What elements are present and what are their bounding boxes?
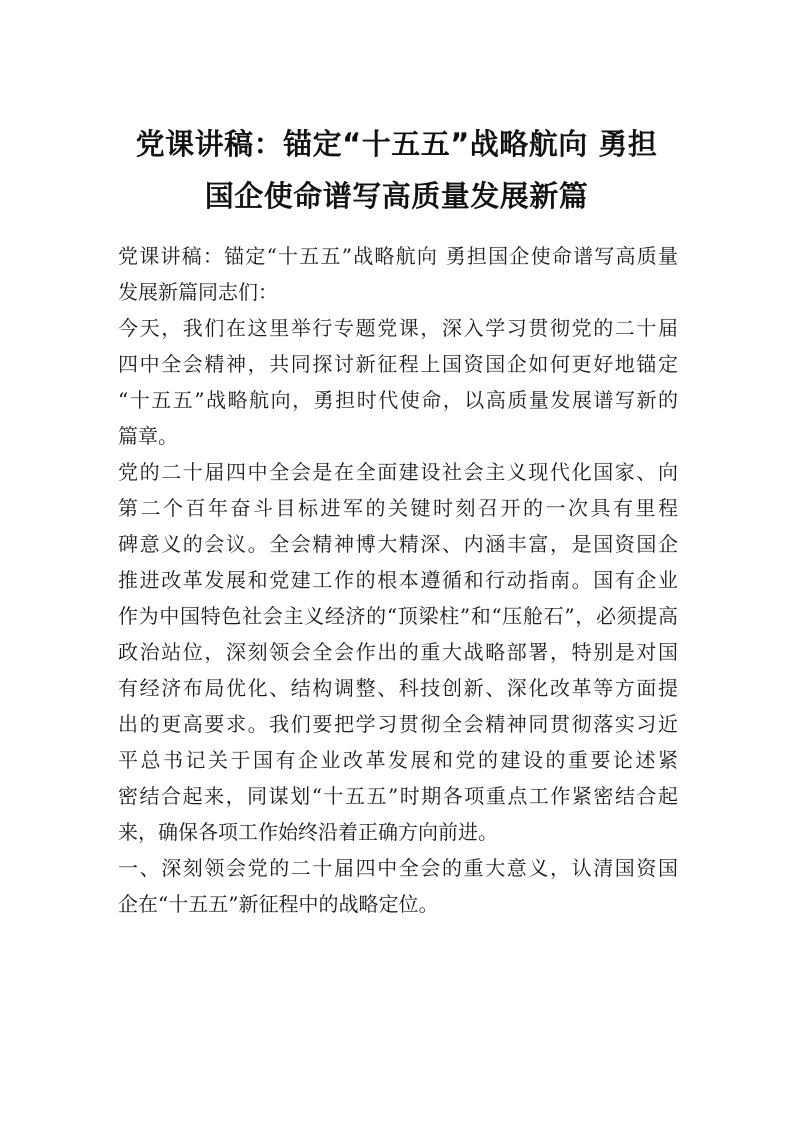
document-title bbox=[110, 118, 683, 222]
body-line: 党课讲稿：锚定“十五五”战略航向 勇担国企使命谱写高质量 bbox=[118, 244, 678, 268]
body-line: 来，确保各项工作始终沿着正确方向前进。 bbox=[118, 820, 498, 844]
body-line: 党的二十届四中全会是在全面建设社会主义现代化国家、向 bbox=[118, 460, 678, 484]
body-line: 作为中国特色社会主义经济的“顶梁柱”和“压舱石”，必须提高 bbox=[118, 604, 678, 628]
body-line: 第二个百年奋斗目标进军的关键时刻召开的一次具有里程 bbox=[118, 496, 678, 520]
body-line: 出的更高要求。我们要把学习贯彻全会精神同贯彻落实习近 bbox=[118, 712, 678, 736]
body-line: 推进改革发展和党建工作的根本遵循和行动指南。国有企业 bbox=[118, 568, 678, 592]
body-line: 碑意义的会议。全会精神博大精深、内涵丰富，是国资国企 bbox=[118, 532, 678, 556]
body-line: 一、深刻领会党的二十届四中全会的重大意义，认清国资国 bbox=[118, 856, 678, 880]
title-line-1: 党课讲稿：锚定“十五五”战略航向 勇担 bbox=[135, 127, 658, 161]
document-body bbox=[118, 238, 678, 922]
body-line: 政治站位，深刻领会全会作出的重大战略部署，特别是对国 bbox=[118, 640, 678, 664]
body-line: 发展新篇同志们： bbox=[118, 280, 278, 304]
body-line: “十五五”战略航向，勇担时代使命，以高质量发展谱写新的 bbox=[118, 388, 678, 412]
body-line: 平总书记关于国有企业改革发展和党的建设的重要论述紧 bbox=[118, 748, 678, 772]
body-line: 密结合起来，同谋划“十五五”时期各项重点工作紧密结合起 bbox=[118, 784, 678, 808]
body-line: 篇章。 bbox=[118, 424, 178, 448]
body-line: 四中全会精神，共同探讨新征程上国资国企如何更好地锚定 bbox=[118, 352, 678, 376]
body-line: 企在“十五五”新征程中的战略定位。 bbox=[118, 892, 439, 916]
title-line-2: 国企使命谱写高质量发展新篇 bbox=[204, 179, 589, 213]
body-line: 有经济布局优化、结构调整、科技创新、深化改革等方面提 bbox=[118, 676, 678, 700]
body-line: 今天，我们在这里举行专题党课，深入学习贯彻党的二十届 bbox=[118, 316, 678, 340]
